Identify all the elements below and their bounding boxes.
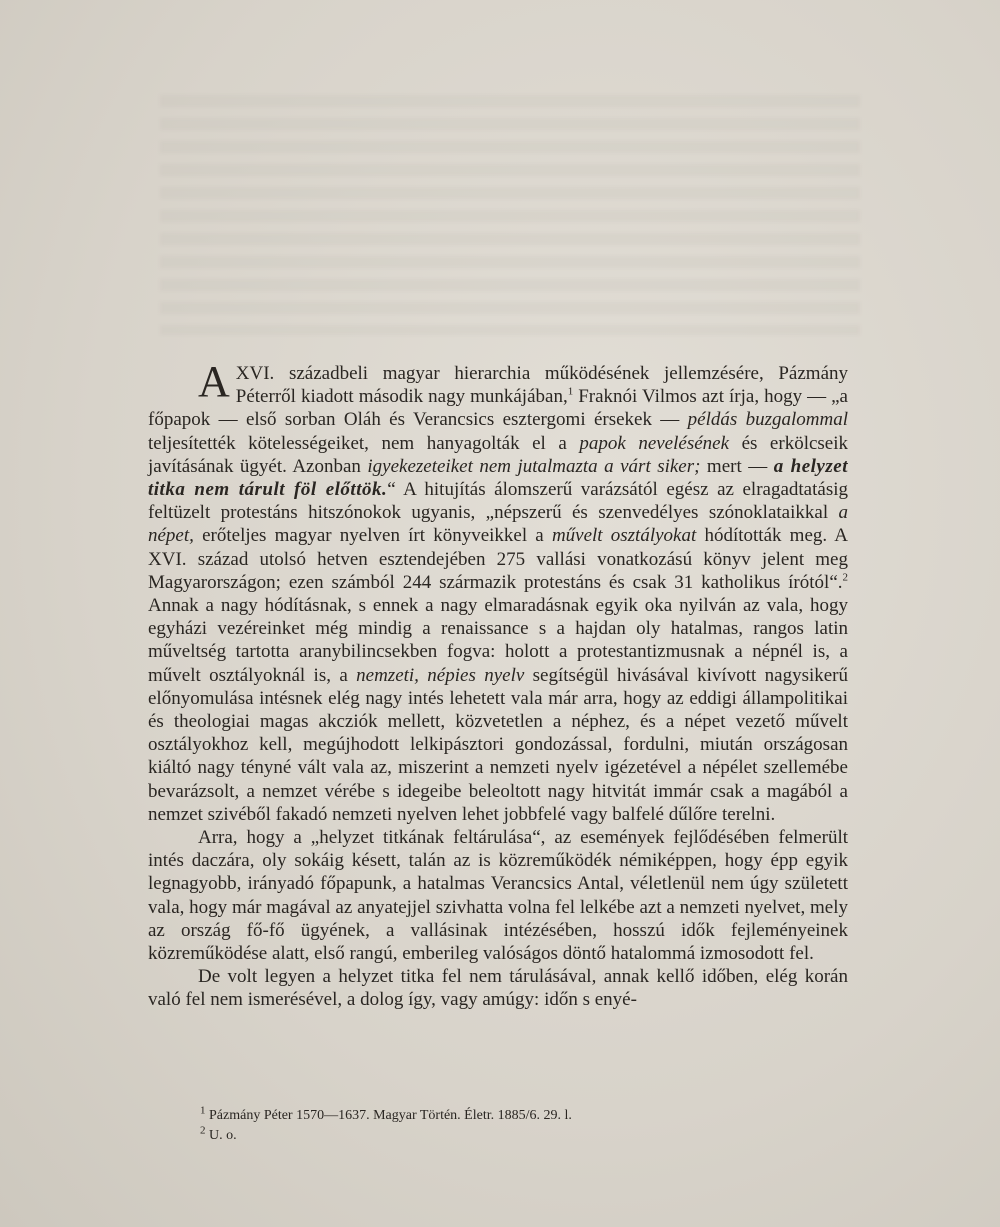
bold-emphasis: a helyzet titka nem tárult föl előttök. — [148, 455, 848, 501]
footnote-mark: 2 — [200, 1124, 206, 1137]
paragraph-3: De volt legyen a helyzet titka fel nem tárulásával, annak kellő időben, elég korán való fel nem ismerésével, a dolog így, vagy amúgy: időn s enyé- — [148, 966, 848, 1011]
text-run: mert — — [700, 455, 774, 477]
footnote-text: U. o. — [209, 1128, 237, 1143]
body-text — [148, 357, 849, 1012]
footnote-ref-1: 1 — [567, 385, 574, 398]
text-run: “ A hitujítás álomszerű varázsától egész az elragadtatásig feltüzelt protestáns hitszónokok ugyanis, „népszerű és szenvedélyes szónoklataikkal — [148, 479, 848, 524]
text-run: XVI. századbeli magyar hierarchia működésének jellemzésére, Pázmány Péterről kiadott második nagy munkájában, — [235, 363, 848, 408]
text-run: hódították meg. A XVI. század utolsó hetven esztendejében 275 vallási vonatkozású könyv jelent meg Magyarországon; ezen számból 244 származik protestáns és csak 31 katholikus írótól“. — [148, 525, 849, 593]
text-run: és erkölcseik javításának ügyét. Azonban — [148, 432, 849, 477]
footnote-1 — [200, 1106, 800, 1126]
footnote-text: Pázmány Péter 1570—1637. Magyar Történ. Életr. 1885/6. 29. l. — [209, 1108, 572, 1123]
emphasis: nemzeti, népies nyelv — [356, 664, 525, 686]
text-run: erőteljes magyar nyelven írt könyveikkel a — [193, 525, 552, 547]
drop-cap: A — [198, 357, 230, 406]
text-run: Fraknói Vilmos azt írja, hogy — „a főpapok — első sorban Oláh és Verancsics esztergomi érsekek — — [148, 386, 848, 431]
paragraph-2: Arra, hogy a „helyzet titkának feltárulása“, az események fejlődésében felmerült intés daczára, oly sokáig késett, talán az is közreműködék némiképpen, hogy épp egyik legnagyobb, irányadó főpapunk, a hatalmas Verancsics Antal, véletlenül nem úgy született vala, hogy már magával az anyatejjel szivhatta volna fel lelkébe azt a nemzeti nyelvet, mely az ország fő-fő ügyének, a vallásinak intézésében, hosszú idők fejleményeinek közreműködése alatt, első rangú, emberileg valóságos döntő hatalommá izmosodott fel. — [148, 827, 848, 965]
text-run: teljesítették kötelességeiket, nem hanyagolták el a — [148, 432, 580, 454]
footnotes — [200, 1106, 800, 1146]
footnote-2 — [200, 1126, 800, 1146]
emphasis: a népet, — [148, 502, 848, 547]
text-run: Annak a nagy hódításnak, s ennek a nagy elmaradásnak egyik oka nyilván az vala, hogy egyházi vezéreinket még mindig a renaissance s a hajdan oly hatalmas, rangos latin műveltség tartotta aranybilincsekben fogva: holott a protestantizmusnak a népnél is, a művelt osztályoknál is, a — [148, 595, 848, 686]
emphasis: papok nevelésének — [579, 432, 730, 454]
footnote-ref-2: 2 — [842, 571, 848, 584]
text-run: segítségül hivásával kivívott nagysikerű előnyomulása intésnek elég nagy intés lehetett vala már arra, hogy az eddigi állampolitikai és theologiai magas akcziók mellett, közvetetlen a néphez, és a népet vezető művelt osztályokhoz kell, megújhodott lelkipásztori gondozással, fordulni, miután országosan kiáltó nagy tényné vált vala az, miszerint a nemzeti nyelv igézetével a népélet szellemébe bevarázsolt, a nemzet vérébe s idegeibe beleoltott nagy hitvitát immár csak a magából a nemzet szivéből fakadó nemzeti nyelven lehet jobbfelé vagy balfelé dűlőre terelni. — [148, 664, 849, 825]
emphasis: példás buzgalommal — [687, 409, 848, 431]
bleed-through-shadow — [160, 95, 860, 335]
emphasis: művelt osztályokat — [551, 525, 697, 547]
footnote-mark: 1 — [200, 1104, 206, 1117]
emphasis: igyekezeteiket nem jutalmazta a várt siker; — [367, 455, 701, 477]
paragraph-1 — [148, 357, 849, 826]
